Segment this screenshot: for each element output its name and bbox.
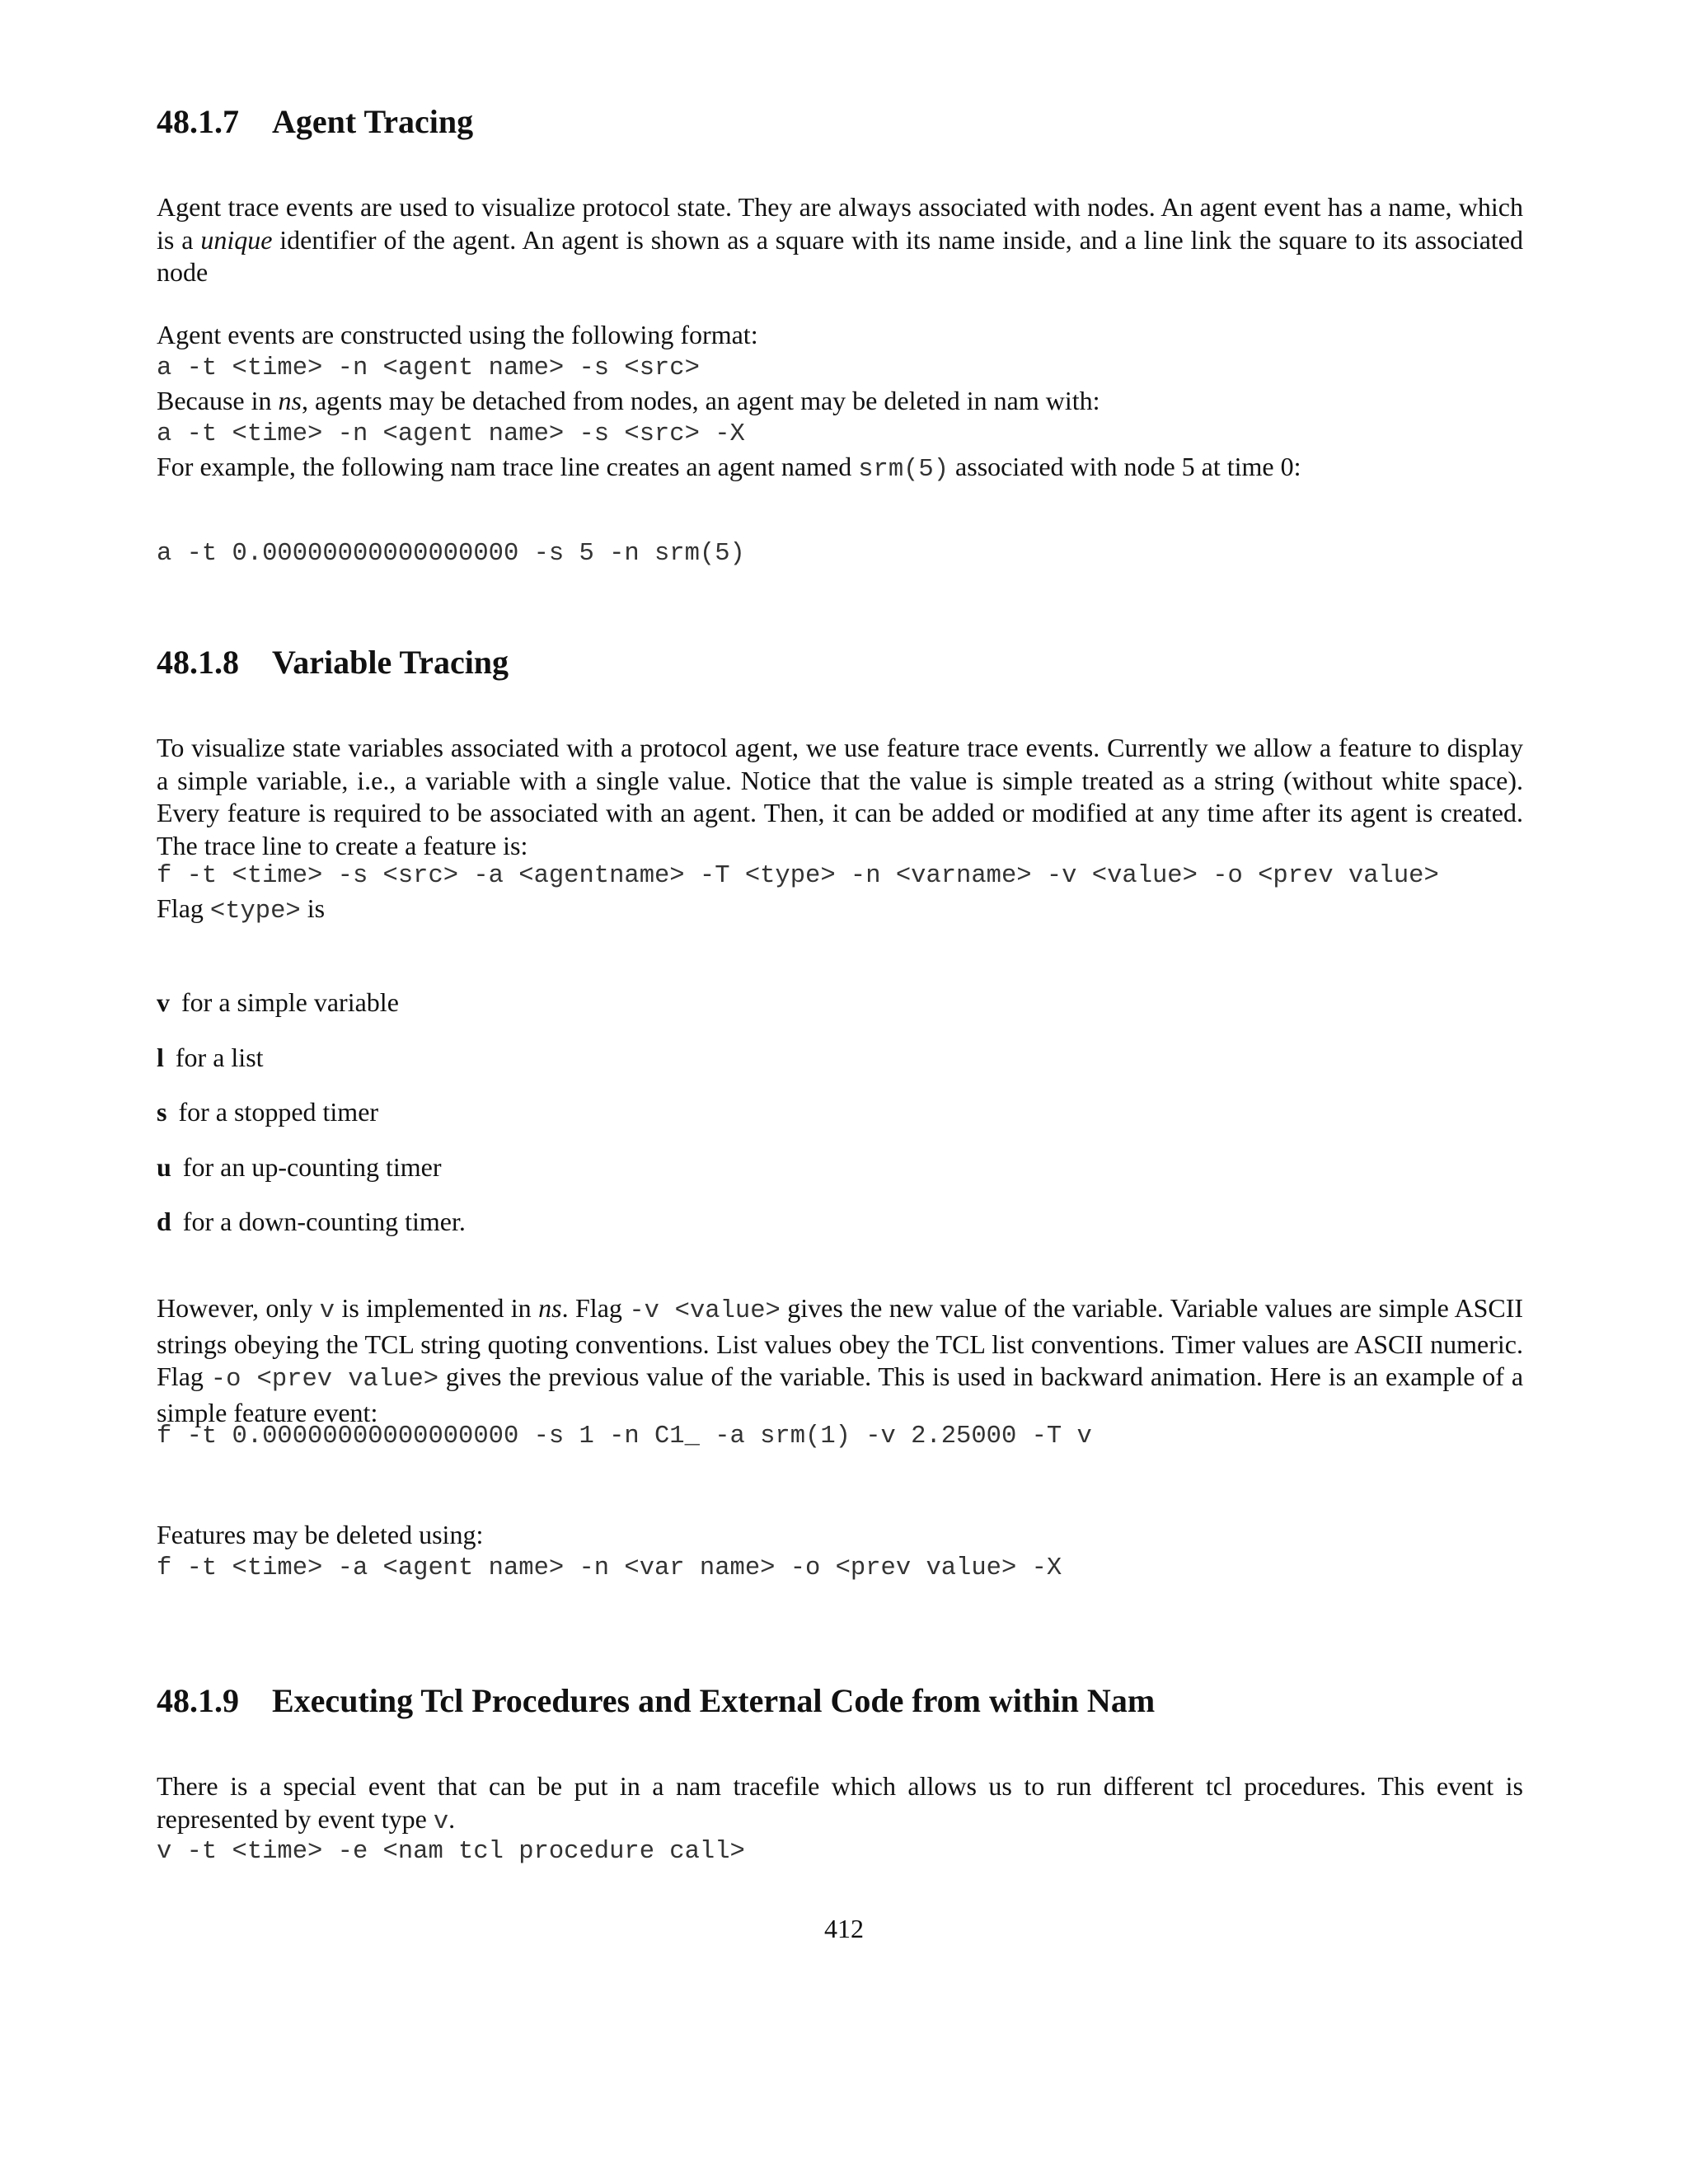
text: Because in xyxy=(157,386,279,415)
emphasis-text: ns xyxy=(278,386,302,415)
feature-delete-code: f -t <time> -a <agent name> -n <var name> -o <prev value> -X xyxy=(157,1554,1062,1582)
text: gives the previous value of the variable. This is used in backward animation. Here is an example of a simple feature event: xyxy=(157,1361,1524,1427)
format-intro: Agent events are constructed using the following format: xyxy=(157,320,758,349)
section-heading-variable-tracing xyxy=(157,643,509,682)
inline-code: v xyxy=(319,1297,335,1325)
section-title: Executing Tcl Procedures and External Code from within Nam xyxy=(272,1682,1156,1719)
agent-delete-code: a -t <time> -n <agent name> -s <src> -X xyxy=(157,420,745,448)
feature-create-code: f -t <time> -s <src> -a <agentname> -T <type> -n <varname> -v <value> -o <prev value> xyxy=(157,862,1439,890)
inline-code: srm(5) xyxy=(858,456,950,484)
type-list-item xyxy=(157,1097,378,1127)
type-flag: d xyxy=(157,1207,171,1236)
section-number: 48.1.8 xyxy=(157,644,239,681)
type-list-item xyxy=(157,1152,441,1183)
type-description: for a list xyxy=(175,1043,264,1072)
text: Agent trace events are used to visualize protocol state. They are always associated with nodes. An agent event has a name, which is a xyxy=(157,192,1523,255)
agent-example-intro xyxy=(157,452,1301,484)
type-description: for a down-counting timer. xyxy=(182,1207,466,1236)
inline-code: -v <value> xyxy=(629,1297,781,1325)
inline-code: -o <prev value> xyxy=(210,1366,439,1394)
section-title: Agent Tracing xyxy=(272,103,474,140)
text: . xyxy=(448,1803,456,1834)
section-title: Variable Tracing xyxy=(272,644,509,681)
feature-values-paragraph xyxy=(157,1292,1523,1429)
type-flag: l xyxy=(157,1043,164,1072)
flag-type-intro xyxy=(157,893,325,926)
text: is implemented in xyxy=(335,1293,539,1323)
type-flag: v xyxy=(157,987,170,1017)
agent-example-code: a -t 0.00000000000000000 -s 5 -n srm(5) xyxy=(157,540,745,568)
text: Flag xyxy=(157,893,210,923)
agent-format-code: a -t <time> -n <agent name> -s <src> xyxy=(157,354,700,382)
type-flag: s xyxy=(157,1097,167,1127)
agent-tracing-paragraph xyxy=(157,191,1523,289)
emphasis-text: unique xyxy=(200,224,273,255)
text: identifier of the agent. An agent is shown as a square with its name inside, and a line link the square to its associated node xyxy=(157,224,1524,287)
type-description: for a stopped timer xyxy=(178,1097,379,1127)
feature-example-code: f -t 0.00000000000000000 -s 1 -n C1_ -a srm(1) -v 2.25000 -T v xyxy=(157,1422,1092,1451)
text: , agents may be detached from nodes, an agent may be deleted in nam with: xyxy=(301,386,1100,415)
type-description: for an up-counting timer xyxy=(182,1152,442,1182)
text: However, only xyxy=(157,1293,320,1323)
type-description: for a simple variable xyxy=(181,987,399,1017)
feature-delete-intro: Features may be deleted using: xyxy=(157,1520,484,1549)
section-heading-executing-tcl xyxy=(157,1681,1155,1720)
text: gives the new value of the variable. Variable values are simple ASCII strings obeying the TCL string quoting conventions. List values obey the TCL list conventions. Timer values are ASCII numeric. Flag xyxy=(157,1293,1524,1391)
text: associated with node 5 at time 0: xyxy=(949,452,1301,481)
text: . Flag xyxy=(561,1293,630,1323)
inline-code: <type> xyxy=(209,898,301,926)
type-list-item xyxy=(157,987,399,1018)
text: There is a special event that can be put in a nam tracefile which allows us to run different tcl procedures. This event is represented by event type xyxy=(157,1771,1523,1834)
section-heading-agent-tracing xyxy=(157,102,473,141)
emphasis-text: ns xyxy=(538,1293,562,1323)
type-list-item xyxy=(157,1207,466,1237)
type-list-item xyxy=(157,1043,264,1073)
section-number: 48.1.9 xyxy=(157,1682,239,1719)
type-flag: u xyxy=(157,1152,171,1182)
tcl-event-code: v -t <time> -e <nam tcl procedure call> xyxy=(157,1838,745,1866)
page-number: 412 xyxy=(824,1914,864,1943)
agent-delete-intro xyxy=(157,386,1100,416)
tcl-event-paragraph xyxy=(157,1770,1523,1839)
text: For example, the following nam trace line creates an agent named xyxy=(157,452,859,481)
inline-code: v xyxy=(433,1807,449,1836)
variable-tracing-paragraph: To visualize state variables associated with a protocol agent, we use feature trace events. Currently we allow a feature to display a simple variable, i.e., a variable with a single value. Notice that the value is simple treated as a string (without white space). Every feature is required to be associated with an agent. Then, it can be added or modified at any time after its agent is created. The trace line to create a feature is: xyxy=(157,733,1523,860)
text: is xyxy=(300,893,326,923)
section-number: 48.1.7 xyxy=(157,103,239,140)
